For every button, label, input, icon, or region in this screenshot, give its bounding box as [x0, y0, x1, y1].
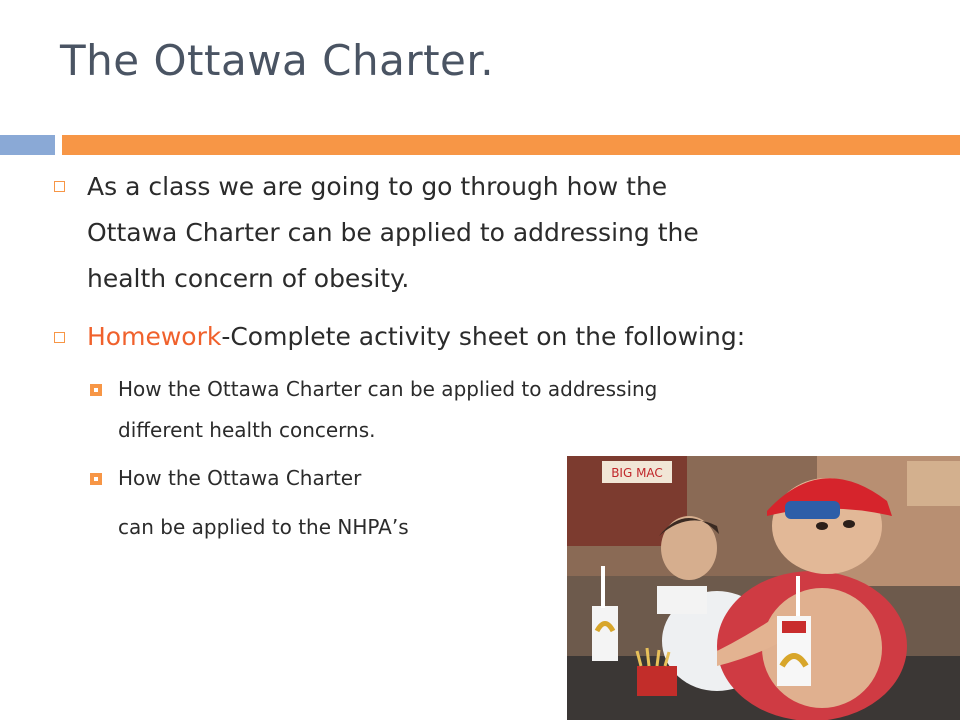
sub-bullet-text-line: How the Ottawa Charter can be applied to addressing [118, 377, 658, 401]
title-divider-blue [0, 135, 55, 155]
slide-title: The Ottawa Charter. [60, 36, 495, 85]
title-divider-orange [62, 135, 960, 155]
bullet-icon [54, 332, 65, 343]
homework-bullet [87, 317, 745, 357]
bullet-icon [54, 181, 65, 192]
sub-bullet-text-line: can be applied to the NHPA’s [118, 515, 409, 539]
sub-bullet-text-line: How the Ottawa Charter [118, 466, 362, 490]
bullet-text-line: Ottawa Charter can be applied to addressing the [87, 218, 699, 247]
sub-bullet-text-line: different health concerns. [118, 418, 376, 442]
sub-bullet-icon [90, 473, 102, 485]
bullet-text-line: As a class we are going to go through how the [87, 172, 668, 201]
homework-text: -Complete activity sheet on the following: [221, 322, 746, 351]
fast-food-children-photo [567, 456, 960, 720]
menu-sign-text: BIG MAC [611, 466, 663, 480]
sub-bullet-icon [90, 384, 102, 396]
homework-label: Homework [87, 322, 222, 351]
bullet-text-line: health concern of obesity. [87, 264, 410, 293]
